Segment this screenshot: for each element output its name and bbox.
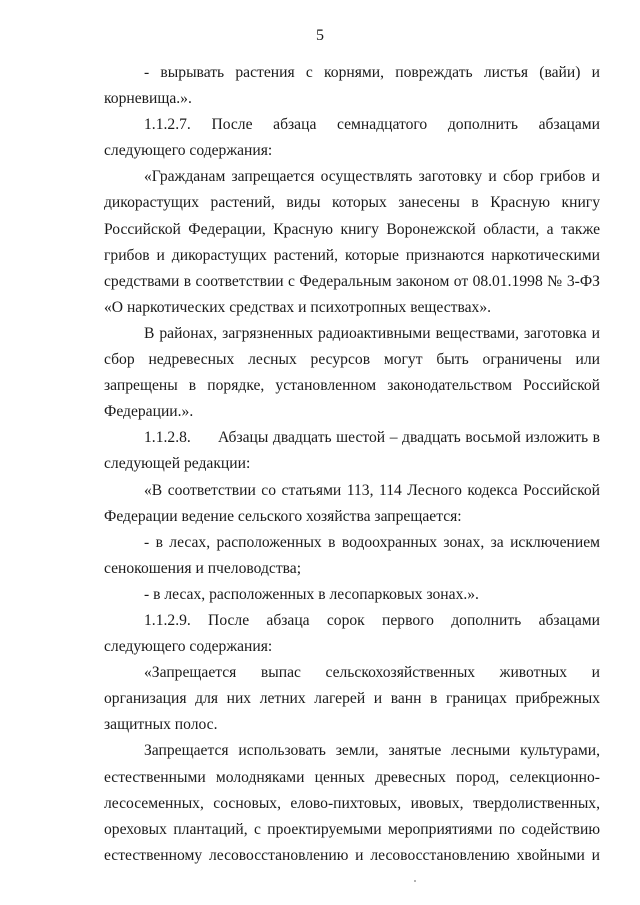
document-body (104, 60, 604, 869)
paragraph-5: 1.1.2.8. Абзацы двадцать шестой – двадцать восьмой изложить в следующей редакции: (104, 429, 604, 473)
scan-speck (414, 880, 416, 882)
page-number: 5 (316, 27, 324, 44)
paragraph-11: Запрещается использовать земли, занятые лесными культурами, естественными молодняками ценных древесных пород, селекционно-лесосеменных, сосновых, елово-пихтовых, ивовых, твердолиственных, ореховых плантаций, с проектируемыми мероприятиями по содействию естественному лесовосстановлению и лесовосстановлению хвойными и (104, 742, 600, 864)
paragraph-6: «В соответствии со статьями 113, 114 Лесного кодекса Российской Федерации ведение сельского хозяйства запрещается: (104, 481, 600, 525)
paragraph-7: - в лесах, расположенных в водоохранных зонах, за исключением сенокошения и пчеловодства; (104, 533, 600, 577)
paragraph-4: В районах, загрязненных радиоактивными веществами, заготовка и сбор недревесных лесных ресурсов могут быть ограничены или запрещены в порядке, установленном законодательством Российской Федерации.». (104, 324, 600, 421)
paragraph-3: «Гражданам запрещается осуществлять заготовку и сбор грибов и дикорастущих растений, виды которых занесены в Красную книгу Российской Федерации, Красную книгу Воронежской области, а также грибов и дикорастущих растений, которые признаются наркотическими средствами в соответствии с Федеральным законом от 08.01.1998 № 3-ФЗ «О наркотических средствах и психотропных веществах». (104, 168, 600, 316)
paragraph-1: - вырывать растения с корнями, повреждать листья (вайи) и корневища.». (104, 64, 600, 108)
paragraph-8: - в лесах, расположенных в лесопарковых зонах.». (144, 585, 479, 603)
paragraph-2: 1.1.2.7. После абзаца семнадцатого дополнить абзацами следующего содержания: (104, 116, 600, 160)
paragraph-10: «Запрещается выпас сельскохозяйственных животных и организация для них летних лагерей и ванн в границах прибрежных защитных полос. (104, 664, 600, 734)
paragraph-9: 1.1.2.9. После абзаца сорок первого дополнить абзацами следующего содержания: (104, 611, 600, 656)
